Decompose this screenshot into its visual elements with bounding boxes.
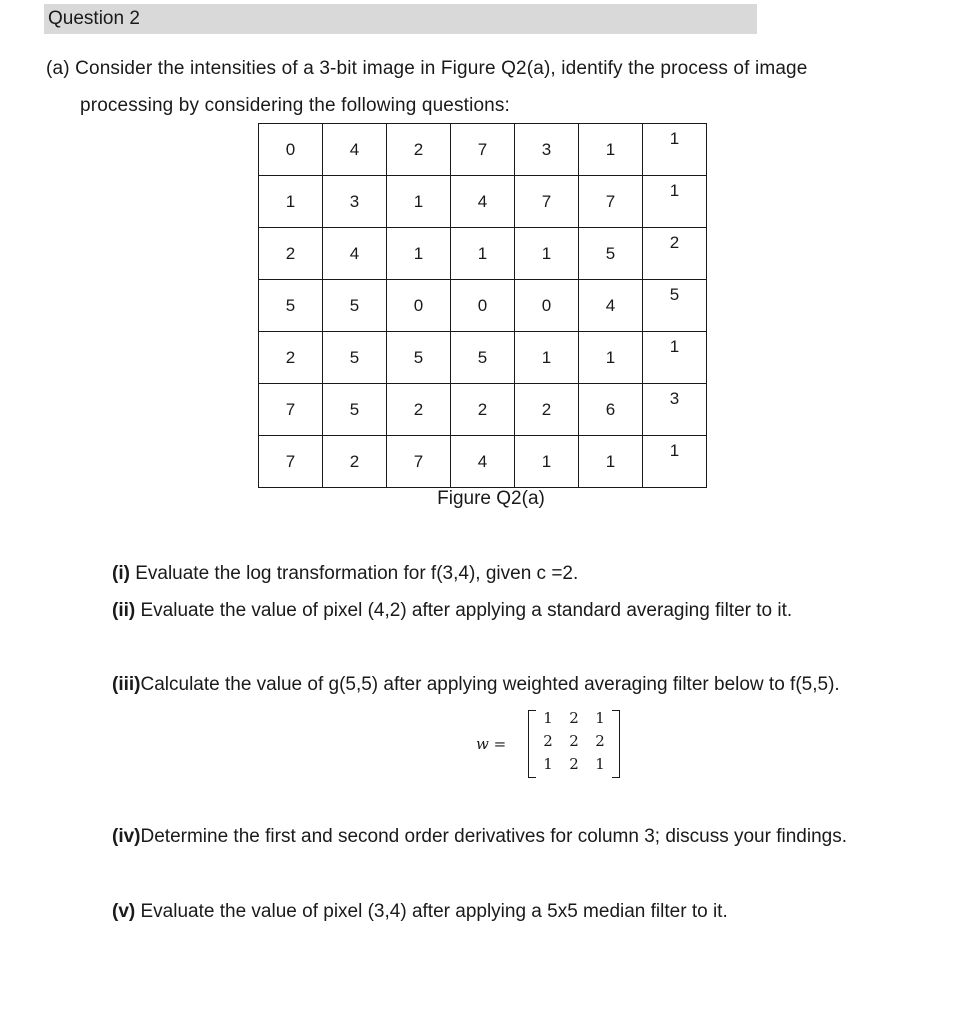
grid-cell: 3	[515, 124, 579, 176]
grid-cell: 2	[451, 384, 515, 436]
intro-paragraph	[46, 50, 926, 124]
grid-row	[259, 280, 707, 332]
question-header	[44, 4, 757, 34]
intensity-grid	[258, 123, 707, 488]
question-label: (ii)	[112, 600, 136, 621]
grid-cell: 5	[323, 384, 387, 436]
grid-cell: 2	[643, 228, 707, 280]
grid-cell: 0	[259, 124, 323, 176]
grid-cell: 5	[323, 332, 387, 384]
grid-row	[259, 332, 707, 384]
matrix-right-bracket	[612, 710, 620, 778]
grid-row	[259, 124, 707, 176]
grid-cell: 1	[643, 176, 707, 228]
grid-cell: 7	[259, 384, 323, 436]
matrix-cell: 2	[569, 732, 579, 750]
weight-matrix	[528, 708, 620, 778]
grid-cell: 2	[387, 384, 451, 436]
question-i	[112, 563, 578, 585]
grid-row	[259, 384, 707, 436]
intro-line-1: (a) Consider the intensities of a 3-bit image in Figure Q2(a), identify the process of image	[46, 58, 808, 79]
matrix-cell: 1	[595, 709, 605, 727]
matrix-cell: 2	[569, 709, 579, 727]
grid-cell: 7	[515, 176, 579, 228]
grid-cell: 1	[643, 124, 707, 176]
grid-cell: 1	[515, 436, 579, 488]
question-text: Evaluate the value of pixel (4,2) after applying a standard averaging filter to it.	[135, 600, 793, 621]
grid-cell: 6	[579, 384, 643, 436]
grid-cell: 2	[323, 436, 387, 488]
grid-cell: 3	[323, 176, 387, 228]
grid-row	[259, 176, 707, 228]
matrix-cell: 2	[595, 732, 605, 750]
figure-caption: Figure Q2(a)	[437, 488, 545, 509]
question-label: (v)	[112, 901, 136, 922]
question-label: (iii)	[112, 674, 141, 695]
grid-cell: 7	[259, 436, 323, 488]
grid-cell: 1	[387, 176, 451, 228]
question-text: Evaluate the value of pixel (3,4) after applying a 5x5 median filter to it.	[135, 901, 728, 922]
question-iv	[112, 826, 847, 848]
grid-cell: 3	[643, 384, 707, 436]
grid-cell: 1	[579, 436, 643, 488]
matrix-cell: 2	[543, 732, 553, 750]
question-v	[112, 901, 728, 923]
grid-cell: 4	[323, 228, 387, 280]
grid-cell: 4	[579, 280, 643, 332]
grid-cell: 5	[323, 280, 387, 332]
formula-lhs: w =	[476, 735, 507, 753]
question-ii	[112, 600, 792, 622]
grid-cell: 5	[451, 332, 515, 384]
grid-cell: 7	[579, 176, 643, 228]
grid-cell: 5	[643, 280, 707, 332]
grid-cell: 5	[579, 228, 643, 280]
matrix-row	[536, 732, 612, 754]
grid-cell: 4	[451, 436, 515, 488]
matrix-row	[536, 709, 612, 731]
grid-cell: 1	[259, 176, 323, 228]
grid-cell: 2	[259, 332, 323, 384]
grid-cell: 1	[387, 228, 451, 280]
grid-cell: 0	[515, 280, 579, 332]
grid-cell: 7	[451, 124, 515, 176]
grid-cell: 1	[515, 228, 579, 280]
matrix-row	[536, 755, 612, 777]
question-title: Question 2	[48, 8, 140, 29]
grid-cell: 5	[387, 332, 451, 384]
grid-cell: 2	[515, 384, 579, 436]
grid-cell: 1	[643, 436, 707, 488]
grid-cell: 1	[579, 124, 643, 176]
grid-cell: 4	[323, 124, 387, 176]
grid-cell: 2	[387, 124, 451, 176]
matrix-cell: 1	[543, 755, 553, 773]
matrix-cell: 1	[543, 709, 553, 727]
matrix-left-bracket	[528, 710, 536, 778]
grid-cell: 2	[259, 228, 323, 280]
grid-cell: 1	[643, 332, 707, 384]
intro-line-2: processing by considering the following questions:	[80, 95, 510, 116]
grid-cell: 1	[579, 332, 643, 384]
matrix-cell: 2	[569, 755, 579, 773]
question-label: (iv)	[112, 826, 141, 847]
grid-cell: 0	[387, 280, 451, 332]
matrix-cell: 1	[595, 755, 605, 773]
grid-cell: 1	[451, 228, 515, 280]
question-iii	[112, 674, 840, 696]
grid-row	[259, 436, 707, 488]
question-label: (i)	[112, 563, 130, 584]
question-text: Determine the first and second order derivatives for column 3; discuss your findings.	[140, 826, 847, 847]
grid-cell: 5	[259, 280, 323, 332]
grid-cell: 4	[451, 176, 515, 228]
question-text: Evaluate the log transformation for f(3,4), given c =2.	[129, 563, 579, 584]
grid-row	[259, 228, 707, 280]
grid-cell: 1	[515, 332, 579, 384]
grid-cell: 0	[451, 280, 515, 332]
question-text: Calculate the value of g(5,5) after applying weighted averaging filter below to f(5,5).	[140, 674, 840, 695]
grid-cell: 7	[387, 436, 451, 488]
